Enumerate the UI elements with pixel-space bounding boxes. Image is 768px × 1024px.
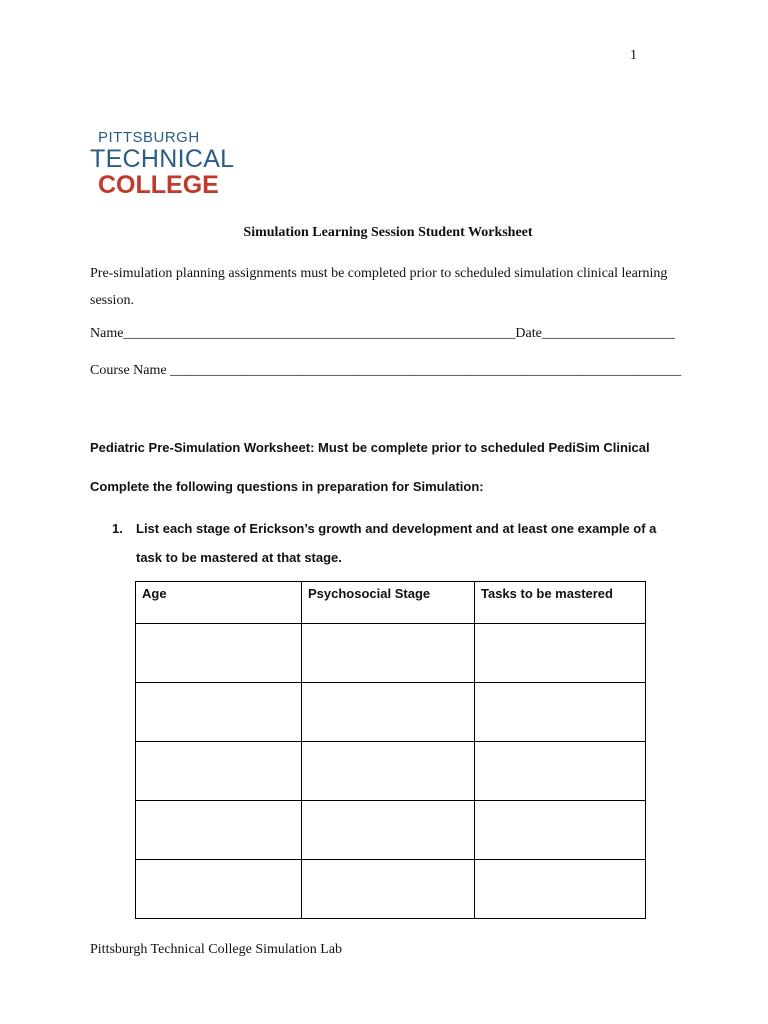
college-logo xyxy=(90,130,234,198)
erikson-stages-table xyxy=(135,581,646,919)
intro-paragraph: Pre-simulation planning assignments must be completed prior to scheduled simulation clinical learning session. xyxy=(90,266,668,308)
table-cell[interactable] xyxy=(136,742,302,801)
table-cell[interactable] xyxy=(302,624,475,683)
table-cell[interactable] xyxy=(475,860,646,919)
question-text: List each stage of Erickson’s growth and development and at least one example of a task to be mastered at that stage. xyxy=(136,521,657,565)
logo-line-2: TECHNICAL xyxy=(90,145,235,173)
table-cell[interactable] xyxy=(302,801,475,860)
table-cell[interactable] xyxy=(475,683,646,742)
table-cell[interactable] xyxy=(475,801,646,860)
table-cell[interactable] xyxy=(136,860,302,919)
header-psychosocial-stage: Psychosocial Stage xyxy=(302,582,475,624)
header-age: Age xyxy=(136,582,302,624)
table-row xyxy=(136,860,646,919)
table-cell[interactable] xyxy=(302,683,475,742)
table-cell[interactable] xyxy=(136,801,302,860)
table-cell[interactable] xyxy=(302,742,475,801)
page-number: 1 xyxy=(630,48,637,63)
table-cell[interactable] xyxy=(475,742,646,801)
instructions: Complete the following questions in preparation for Simulation: xyxy=(90,479,484,494)
table-row xyxy=(136,801,646,860)
table-row xyxy=(136,624,646,683)
table-header-row xyxy=(136,582,646,624)
table-row xyxy=(136,683,646,742)
course-name-line: Course Name _________________________________________________________________________ xyxy=(90,363,682,378)
page-footer: Pittsburgh Technical College Simulation Lab xyxy=(90,942,343,957)
header-tasks: Tasks to be mastered xyxy=(475,582,646,624)
name-date-line: Name________________________________________________________Date___________________ xyxy=(90,326,675,341)
section-heading: Pediatric Pre-Simulation Worksheet: Must be complete prior to scheduled PediSim Clinical xyxy=(90,440,650,455)
question-number: 1. xyxy=(112,521,123,536)
table-cell[interactable] xyxy=(302,860,475,919)
table-cell[interactable] xyxy=(136,624,302,683)
table-cell[interactable] xyxy=(475,624,646,683)
logo-line-1: PITTSBURGH xyxy=(98,129,200,146)
table-row xyxy=(136,742,646,801)
logo-line-3: COLLEGE xyxy=(98,171,219,199)
worksheet-title: Simulation Learning Session Student Worksheet xyxy=(243,225,533,240)
table-cell[interactable] xyxy=(136,683,302,742)
